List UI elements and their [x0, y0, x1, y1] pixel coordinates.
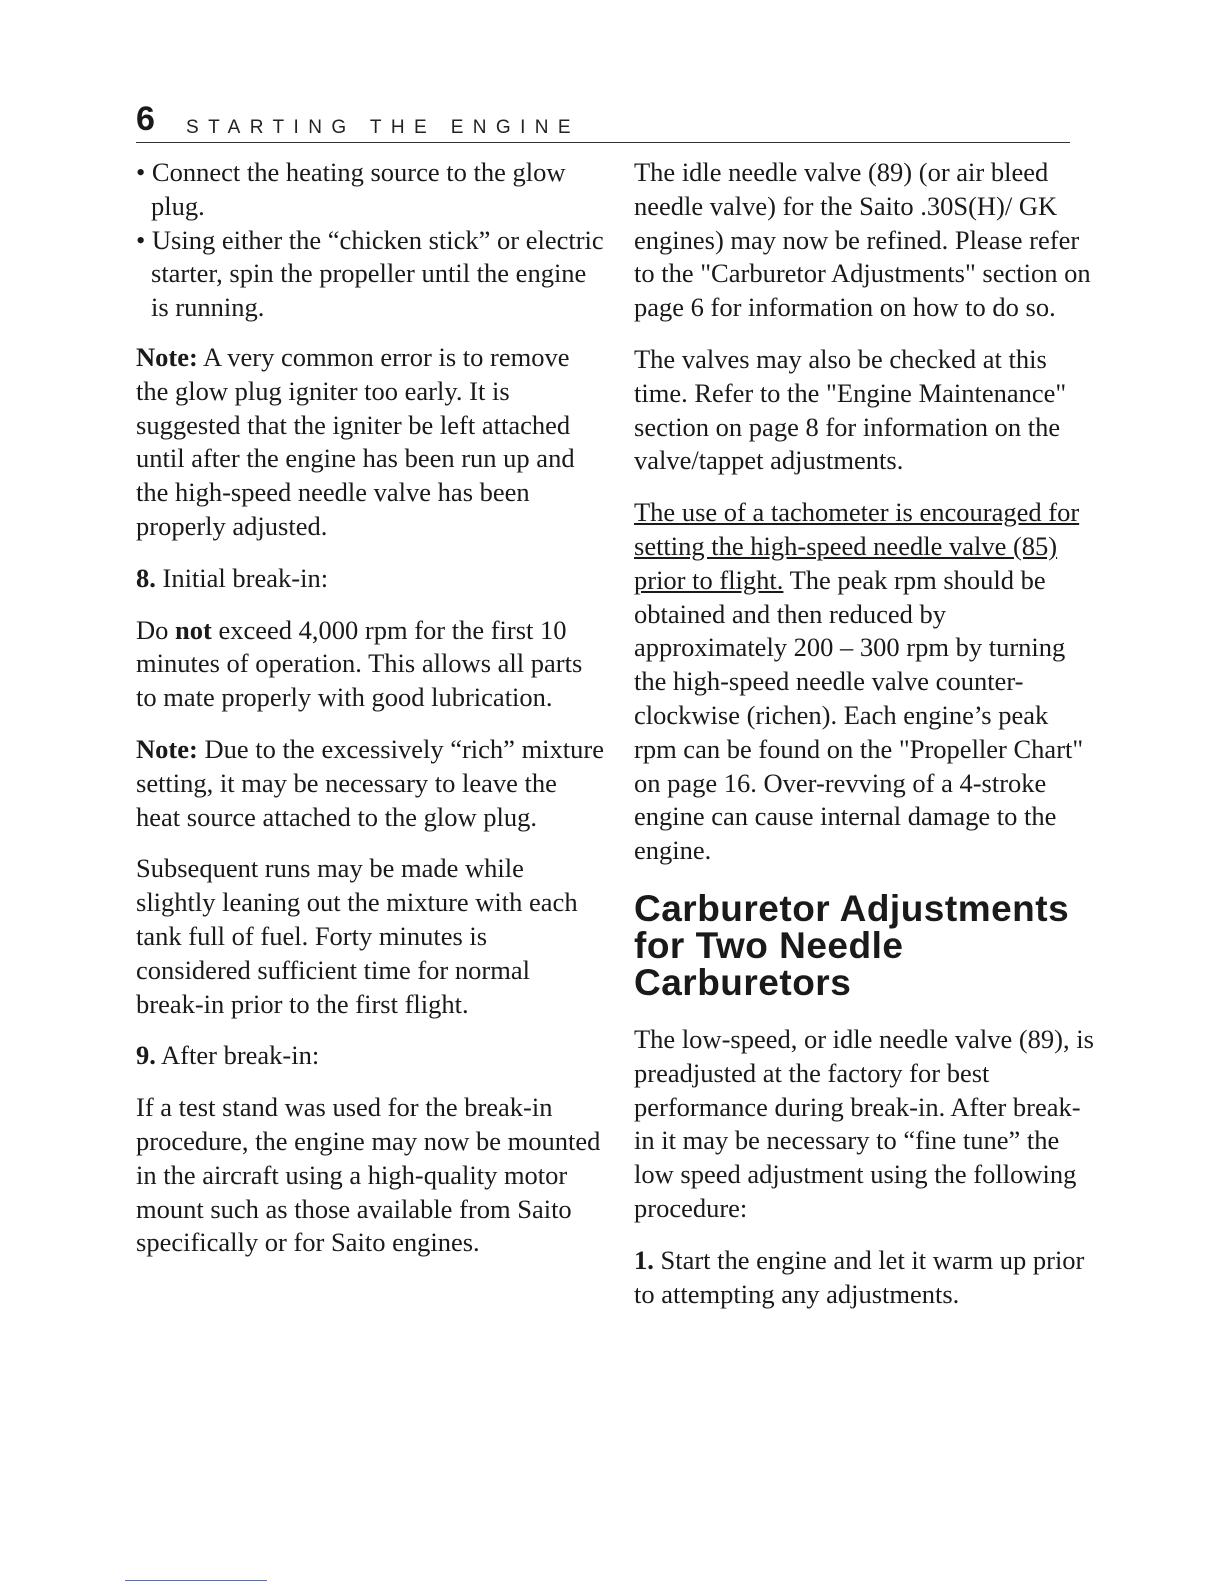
page-number: 6: [136, 100, 155, 138]
step-text: Initial break-in:: [155, 562, 329, 593]
not-emphasis: not: [168, 614, 212, 645]
bullet-list: [136, 156, 604, 325]
note-text: Due to the excessively “rich” mixture setting, it may be necessary to leave the heat source attached to the glow plug.: [136, 733, 604, 832]
do-text: Do: [136, 614, 169, 645]
carburetor-heading: Carburetor Adjustments for Two Needle Carburetors: [634, 887, 1070, 1003]
step-number: 1.: [634, 1244, 654, 1275]
note-label: Note:: [136, 733, 198, 764]
subsequent-runs-paragraph: Subsequent runs may be made while slightly leaning out the mixture with each tank full of fuel. Forty minutes is considered sufficient time for normal break-in prior to the first flight.: [136, 853, 578, 1019]
note-paragraph: [136, 733, 604, 834]
tachometer-text: The peak rpm should be obtained and then reduced by approximately 200 – 300 rpm by turning the high-speed needle valve counter-clockwise (richen). Each engine’s peak rpm can be found on the "Propeller Chart" on page 16. Over-revving of a 4-stroke engine can cause internal damage to the engine.: [634, 564, 1084, 866]
step-1: [634, 1244, 1094, 1312]
test-stand-paragraph: If a test stand was used for the break-in procedure, the engine may now be mounted in the aircraft using a high-quality motor mount such as those available from Saito specifically or for Saito engines.: [136, 1092, 601, 1258]
section-title: STARTING THE ENGINE: [186, 117, 580, 138]
step-8: [136, 562, 604, 596]
tachometer-emphasis: The use of a tachometer is encouraged for setting the high-speed needle valve (85) prior to flight.: [634, 497, 1080, 595]
step-text: After break-in:: [155, 1040, 320, 1071]
right-column: [634, 156, 1094, 1329]
note-label: Note:: [136, 341, 198, 372]
left-column: [136, 156, 604, 1278]
step-text: Start the engine and let it warm up prior to attempting any adjustments.: [634, 1244, 1085, 1309]
valves-paragraph: The valves may also be checked at this time. Refer to the "Engine Maintenance" section on page 8 for information on the valve/tappet adjustments.: [634, 343, 1067, 476]
step-number: 8.: [136, 562, 156, 593]
tachometer-paragraph: [634, 496, 1094, 868]
break-in-paragraph: [136, 614, 604, 715]
break-in-text: exceed 4,000 rpm for the first 10 minutes of operation. This allows all parts to mate properly with good lubrication.: [136, 614, 583, 713]
list-item: • Using either the “chicken stick” or electric starter, spin the propeller until the engine is running.: [136, 224, 604, 323]
page-header: [136, 100, 1070, 143]
note-text: A very common error is to remove the glow plug igniter too early. It is suggested that the igniter be left attached until after the engine has been run up and the high-speed needle valve has been properly adjusted.: [136, 341, 575, 541]
note-paragraph: [136, 341, 604, 544]
footer-rule: [125, 1580, 267, 1581]
step-number: 9.: [136, 1040, 156, 1071]
low-speed-paragraph: The low-speed, or idle needle valve (89), is preadjusted at the factory for best performance during break-in. After break-in it may be necessary to “fine tune” the low speed adjustment using the following procedure:: [634, 1023, 1094, 1223]
idle-needle-paragraph: The idle needle valve (89) (or air bleed needle valve) for the Saito .30S(H)/ GK engines) may now be refined. Please refer to the "Carburetor Adjustments" section on page 6 for information on how to do so.: [634, 157, 1091, 323]
list-item: • Connect the heating source to the glow plug.: [136, 157, 566, 221]
step-9: [136, 1039, 604, 1073]
